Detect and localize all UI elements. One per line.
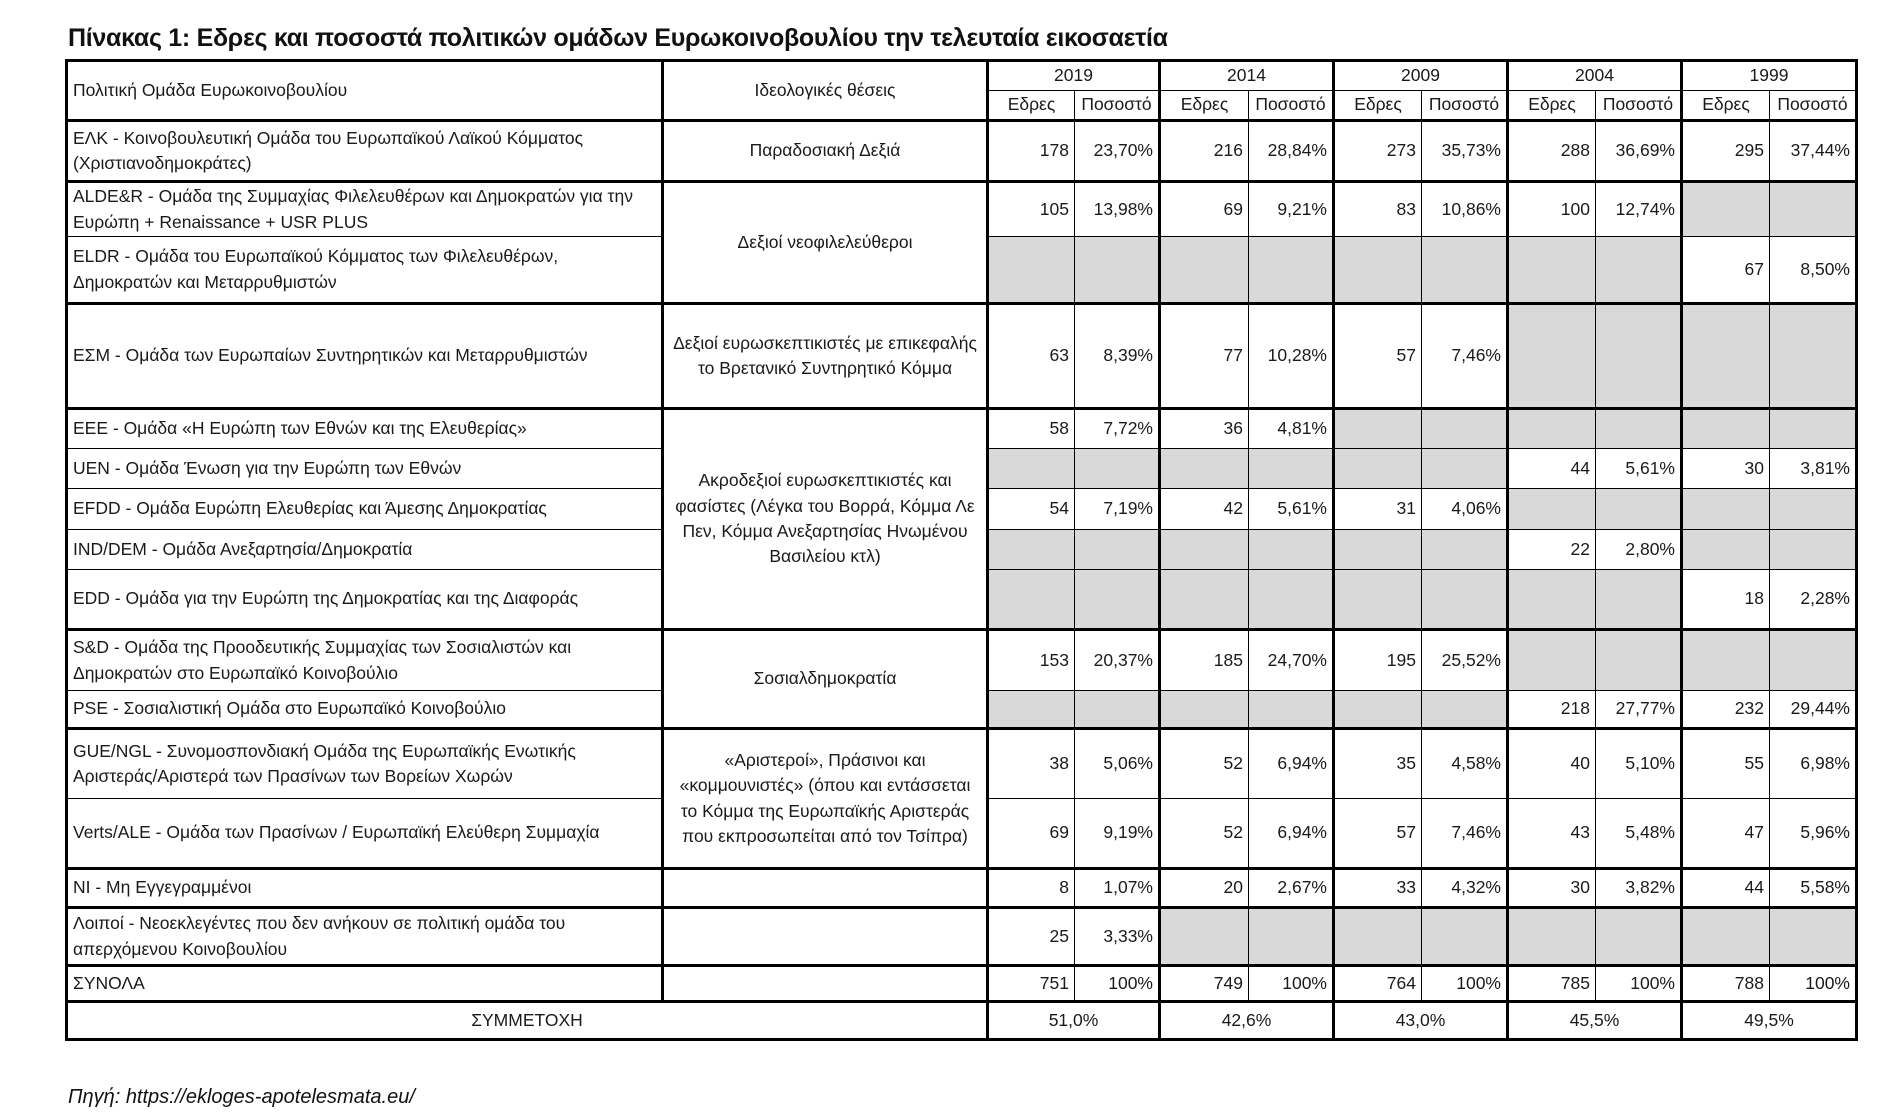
seats-cell: 288: [1508, 121, 1596, 182]
seats-cell: 44: [1508, 449, 1596, 489]
subheader-percent: Ποσοστό: [1770, 91, 1857, 121]
table-row: [67, 121, 1857, 182]
turnout-label: ΣΥΜΜΕΤΟΧΗ: [67, 1002, 988, 1040]
empty-cell: [1682, 182, 1770, 237]
percent-cell: 6,94%: [1249, 799, 1334, 869]
percent-cell: 4,58%: [1422, 729, 1508, 799]
empty-cell: [988, 691, 1075, 729]
empty-cell: [1682, 530, 1770, 570]
percent-cell: 7,46%: [1422, 304, 1508, 409]
seats-cell: 105: [988, 182, 1075, 237]
ideology-cell: [663, 966, 988, 1002]
percent-cell: 36,69%: [1596, 121, 1682, 182]
empty-cell: [1249, 908, 1334, 966]
empty-cell: [1075, 691, 1160, 729]
table-row: [67, 729, 1857, 799]
empty-cell: [1160, 908, 1249, 966]
percent-cell: 5,58%: [1770, 869, 1857, 908]
empty-cell: [1075, 570, 1160, 630]
seats-cell: 38: [988, 729, 1075, 799]
empty-cell: [1334, 691, 1422, 729]
seats-cell: 30: [1508, 869, 1596, 908]
empty-cell: [1508, 570, 1596, 630]
empty-cell: [1334, 570, 1422, 630]
empty-cell: [1682, 630, 1770, 691]
seats-cell: 77: [1160, 304, 1249, 409]
seats-cell: 63: [988, 304, 1075, 409]
empty-cell: [1770, 530, 1857, 570]
empty-cell: [1682, 304, 1770, 409]
empty-cell: [1508, 409, 1596, 449]
election-results-table: [65, 59, 1858, 1041]
empty-cell: [1334, 449, 1422, 489]
seats-cell: 8: [988, 869, 1075, 908]
seats-cell: 749: [1160, 966, 1249, 1002]
percent-cell: 8,50%: [1770, 237, 1857, 304]
subheader-percent: Ποσοστό: [1249, 91, 1334, 121]
empty-cell: [1682, 409, 1770, 449]
seats-cell: 153: [988, 630, 1075, 691]
turnout-value: 42,6%: [1160, 1002, 1334, 1040]
empty-cell: [1422, 530, 1508, 570]
seats-cell: 47: [1682, 799, 1770, 869]
seats-cell: 69: [1160, 182, 1249, 237]
percent-cell: 1,07%: [1075, 869, 1160, 908]
ideology-cell: Παραδοσιακή Δεξιά: [663, 121, 988, 182]
percent-cell: 9,19%: [1075, 799, 1160, 869]
group-name: Λοιποί - Νεοεκλεγέντες που δεν ανήκουν σε πολιτική ομάδα του απερχόμενου Κοινοβουλίου: [67, 908, 663, 966]
subheader-percent: Ποσοστό: [1422, 91, 1508, 121]
seats-cell: 185: [1160, 630, 1249, 691]
seats-cell: 30: [1682, 449, 1770, 489]
empty-cell: [1508, 237, 1596, 304]
percent-cell: 2,67%: [1249, 869, 1334, 908]
seats-cell: 785: [1508, 966, 1596, 1002]
percent-cell: 100%: [1770, 966, 1857, 1002]
subheader-seats: Εδρες: [1682, 91, 1770, 121]
empty-cell: [1334, 237, 1422, 304]
percent-cell: 8,39%: [1075, 304, 1160, 409]
seats-cell: 20: [1160, 869, 1249, 908]
header-year-2014: 2014: [1160, 61, 1334, 91]
empty-cell: [1596, 489, 1682, 530]
seats-cell: 33: [1334, 869, 1422, 908]
subheader-seats: Εδρες: [1508, 91, 1596, 121]
percent-cell: 5,61%: [1249, 489, 1334, 530]
table-row: [67, 908, 1857, 966]
group-name: PSE - Σοσιαλιστική Ομάδα στο Ευρωπαϊκό Κοινοβούλιο: [67, 691, 663, 729]
empty-cell: [1249, 570, 1334, 630]
seats-cell: 178: [988, 121, 1075, 182]
group-name: UEN - Ομάδα Ένωση για την Ευρώπη των Εθνών: [67, 449, 663, 489]
empty-cell: [988, 530, 1075, 570]
empty-cell: [1596, 570, 1682, 630]
percent-cell: 7,72%: [1075, 409, 1160, 449]
table-row: [67, 304, 1857, 409]
percent-cell: 7,19%: [1075, 489, 1160, 530]
ideology-cell: Ακροδεξιοί ευρωσκεπτικιστές και φασίστες (Λέγκα του Βορρά, Κόμμα Λε Πεν, Κόμμα Ανεξαρτησίας Ηνωμένου Βασιλείου κτλ): [663, 409, 988, 630]
empty-cell: [1508, 304, 1596, 409]
percent-cell: 5,61%: [1596, 449, 1682, 489]
percent-cell: 100%: [1075, 966, 1160, 1002]
percent-cell: 27,77%: [1596, 691, 1682, 729]
seats-cell: 216: [1160, 121, 1249, 182]
turnout-row: [67, 1002, 1857, 1040]
subheader-seats: Εδρες: [1334, 91, 1422, 121]
empty-cell: [1422, 449, 1508, 489]
percent-cell: 37,44%: [1770, 121, 1857, 182]
empty-cell: [1596, 630, 1682, 691]
seats-cell: 52: [1160, 729, 1249, 799]
seats-cell: 69: [988, 799, 1075, 869]
empty-cell: [1508, 489, 1596, 530]
seats-cell: 232: [1682, 691, 1770, 729]
seats-cell: 57: [1334, 799, 1422, 869]
empty-cell: [1249, 237, 1334, 304]
ideology-cell: Δεξιοί ευρωσκεπτικιστές με επικεφαλής το Βρετανικό Συντηρητικό Κόμμα: [663, 304, 988, 409]
table-title: Πίνακας 1: Εδρες και ποσοστά πολιτικών ομάδων Ευρωκοινοβουλίου την τελευταία εικοσαετία: [68, 24, 1168, 52]
percent-cell: 2,80%: [1596, 530, 1682, 570]
empty-cell: [1770, 630, 1857, 691]
empty-cell: [1682, 908, 1770, 966]
empty-cell: [1160, 570, 1249, 630]
empty-cell: [1160, 530, 1249, 570]
group-name: ΕΣΜ - Ομάδα των Ευρωπαίων Συντηρητικών και Μεταρρυθμιστών: [67, 304, 663, 409]
table-row: [67, 869, 1857, 908]
empty-cell: [1596, 304, 1682, 409]
subheader-percent: Ποσοστό: [1596, 91, 1682, 121]
percent-cell: 3,82%: [1596, 869, 1682, 908]
seats-cell: 57: [1334, 304, 1422, 409]
percent-cell: 6,98%: [1770, 729, 1857, 799]
empty-cell: [1422, 570, 1508, 630]
percent-cell: 9,21%: [1249, 182, 1334, 237]
seats-cell: 67: [1682, 237, 1770, 304]
empty-cell: [1160, 449, 1249, 489]
empty-cell: [1422, 908, 1508, 966]
empty-cell: [1770, 304, 1857, 409]
empty-cell: [1508, 630, 1596, 691]
percent-cell: 100%: [1596, 966, 1682, 1002]
percent-cell: 35,73%: [1422, 121, 1508, 182]
empty-cell: [1075, 237, 1160, 304]
subheader-percent: Ποσοστό: [1075, 91, 1160, 121]
percent-cell: 10,28%: [1249, 304, 1334, 409]
seats-cell: 83: [1334, 182, 1422, 237]
percent-cell: 13,98%: [1075, 182, 1160, 237]
percent-cell: 4,81%: [1249, 409, 1334, 449]
ideology-cell: [663, 908, 988, 966]
seats-cell: 788: [1682, 966, 1770, 1002]
seats-cell: 36: [1160, 409, 1249, 449]
empty-cell: [1770, 489, 1857, 530]
ideology-cell: Σοσιαλδημοκρατία: [663, 630, 988, 729]
percent-cell: 5,96%: [1770, 799, 1857, 869]
group-name: ΕΛΚ - Κοινοβουλευτική Ομάδα του Ευρωπαϊκού Λαϊκού Κόμματος (Χριστιανοδημοκράτες): [67, 121, 663, 182]
seats-cell: 18: [1682, 570, 1770, 630]
percent-cell: 20,37%: [1075, 630, 1160, 691]
percent-cell: 5,10%: [1596, 729, 1682, 799]
group-name: S&D - Ομάδα της Προοδευτικής Συμμαχίας των Σοσιαλιστών και Δημοκρατών στο Ευρωπαϊκό Κοινοβούλιο: [67, 630, 663, 691]
percent-cell: 7,46%: [1422, 799, 1508, 869]
table-row: [67, 966, 1857, 1002]
percent-cell: 3,33%: [1075, 908, 1160, 966]
empty-cell: [1075, 530, 1160, 570]
empty-cell: [1596, 409, 1682, 449]
group-name: Verts/ALE - Ομάδα των Πρασίνων / Ευρωπαϊκή Ελεύθερη Συμμαχία: [67, 799, 663, 869]
group-name: EDD - Ομάδα για την Ευρώπη της Δημοκρατίας και της Διαφοράς: [67, 570, 663, 630]
header-year-2009: 2009: [1334, 61, 1508, 91]
header-ideology: Ιδεολογικές θέσεις: [663, 61, 988, 121]
group-name: ALDE&R - Ομάδα της Συμμαχίας Φιλελευθέρων και Δημοκρατών για την Ευρώπη + Renaissance + USR PLUS: [67, 182, 663, 237]
group-name: IND/DEM - Ομάδα Ανεξαρτησία/Δημοκρατία: [67, 530, 663, 570]
percent-cell: 10,86%: [1422, 182, 1508, 237]
empty-cell: [988, 570, 1075, 630]
seats-cell: 54: [988, 489, 1075, 530]
seats-cell: 25: [988, 908, 1075, 966]
empty-cell: [1508, 908, 1596, 966]
empty-cell: [1422, 691, 1508, 729]
seats-cell: 195: [1334, 630, 1422, 691]
empty-cell: [1422, 237, 1508, 304]
turnout-value: 51,0%: [988, 1002, 1160, 1040]
empty-cell: [1596, 908, 1682, 966]
source-note: Πηγή: https://ekloges-apotelesmata.eu/: [68, 1086, 415, 1108]
seats-cell: 218: [1508, 691, 1596, 729]
empty-cell: [1075, 449, 1160, 489]
turnout-value: 49,5%: [1682, 1002, 1857, 1040]
empty-cell: [1334, 409, 1422, 449]
group-name: ELDR - Ομάδα του Ευρωπαϊκού Κόμματος των Φιλελευθέρων, Δημοκρατών και Μεταρρυθμιστών: [67, 237, 663, 304]
seats-cell: 52: [1160, 799, 1249, 869]
seats-cell: 22: [1508, 530, 1596, 570]
seats-cell: 44: [1682, 869, 1770, 908]
seats-cell: 40: [1508, 729, 1596, 799]
table-row: [67, 182, 1857, 237]
header-group: Πολιτική Ομάδα Ευρωκοινοβουλίου: [67, 61, 663, 121]
seats-cell: 100: [1508, 182, 1596, 237]
percent-cell: 100%: [1422, 966, 1508, 1002]
ideology-cell: Δεξιοί νεοφιλελεύθεροι: [663, 182, 988, 304]
header-year-2019: 2019: [988, 61, 1160, 91]
ideology-cell: [663, 869, 988, 908]
header-year-2004: 2004: [1508, 61, 1682, 91]
subheader-seats: Εδρες: [1160, 91, 1249, 121]
seats-cell: 58: [988, 409, 1075, 449]
empty-cell: [1334, 908, 1422, 966]
table-row: [67, 409, 1857, 449]
percent-cell: 25,52%: [1422, 630, 1508, 691]
percent-cell: 5,48%: [1596, 799, 1682, 869]
percent-cell: 100%: [1249, 966, 1334, 1002]
seats-cell: 273: [1334, 121, 1422, 182]
seats-cell: 35: [1334, 729, 1422, 799]
empty-cell: [1770, 182, 1857, 237]
percent-cell: 2,28%: [1770, 570, 1857, 630]
empty-cell: [1160, 691, 1249, 729]
empty-cell: [988, 449, 1075, 489]
seats-cell: 764: [1334, 966, 1422, 1002]
empty-cell: [1682, 489, 1770, 530]
percent-cell: 6,94%: [1249, 729, 1334, 799]
percent-cell: 24,70%: [1249, 630, 1334, 691]
turnout-value: 45,5%: [1508, 1002, 1682, 1040]
seats-cell: 295: [1682, 121, 1770, 182]
seats-cell: 31: [1334, 489, 1422, 530]
empty-cell: [1770, 908, 1857, 966]
ideology-cell: «Αριστεροί», Πράσινοι και «κομμουνιστές» (όπου και εντάσσεται το Κόμμα της Ευρωπαϊκής Αριστεράς που εκπροσωπείται από τον Τσίπρα): [663, 729, 988, 869]
percent-cell: 4,06%: [1422, 489, 1508, 530]
turnout-value: 43,0%: [1334, 1002, 1508, 1040]
table-row: [67, 630, 1857, 691]
empty-cell: [1160, 237, 1249, 304]
empty-cell: [1422, 409, 1508, 449]
seats-cell: 43: [1508, 799, 1596, 869]
percent-cell: 23,70%: [1075, 121, 1160, 182]
header-year-1999: 1999: [1682, 61, 1857, 91]
seats-cell: 42: [1160, 489, 1249, 530]
percent-cell: 4,32%: [1422, 869, 1508, 908]
group-name: ΕΕΕ - Ομάδα «Η Ευρώπη των Εθνών και της Ελευθερίας»: [67, 409, 663, 449]
empty-cell: [1249, 449, 1334, 489]
empty-cell: [988, 237, 1075, 304]
percent-cell: 5,06%: [1075, 729, 1160, 799]
percent-cell: 12,74%: [1596, 182, 1682, 237]
empty-cell: [1249, 691, 1334, 729]
empty-cell: [1596, 237, 1682, 304]
group-name: GUE/NGL - Συνομοσπονδιακή Ομάδα της Ευρωπαϊκής Ενωτικής Αριστεράς/Αριστερά των Πρασίνων των Βορείων Χωρών: [67, 729, 663, 799]
group-name: NI - Μη Εγγεγραμμένοι: [67, 869, 663, 908]
seats-cell: 55: [1682, 729, 1770, 799]
percent-cell: 3,81%: [1770, 449, 1857, 489]
group-name: EFDD - Ομάδα Ευρώπη Ελευθερίας και Άμεσης Δημοκρατίας: [67, 489, 663, 530]
empty-cell: [1334, 530, 1422, 570]
percent-cell: 29,44%: [1770, 691, 1857, 729]
group-name: ΣΥΝΟΛΑ: [67, 966, 663, 1002]
empty-cell: [1770, 409, 1857, 449]
percent-cell: 28,84%: [1249, 121, 1334, 182]
empty-cell: [1249, 530, 1334, 570]
seats-cell: 751: [988, 966, 1075, 1002]
subheader-seats: Εδρες: [988, 91, 1075, 121]
